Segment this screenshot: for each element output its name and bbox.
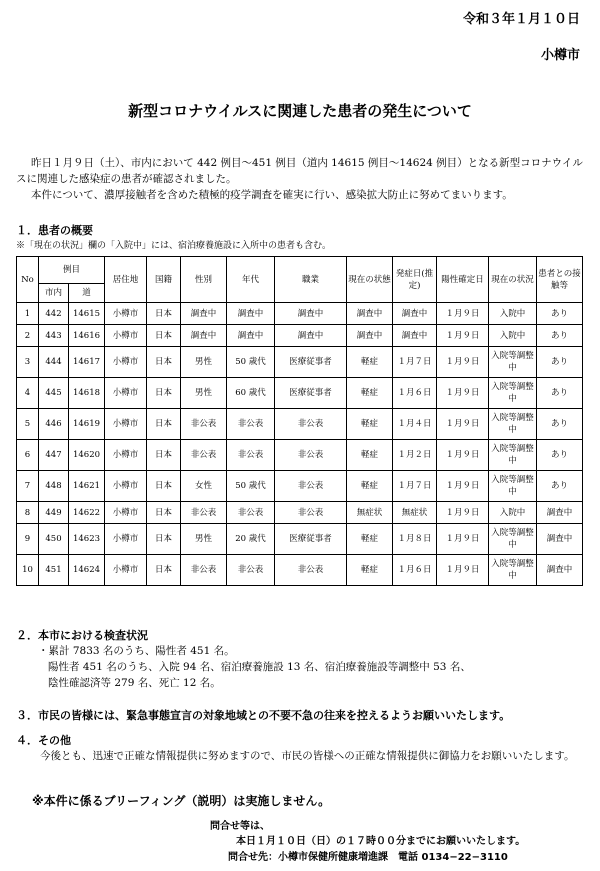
row-city-case: 448 xyxy=(39,471,69,502)
header-hokkaido-case: 道 xyxy=(69,284,105,303)
table-row xyxy=(17,555,583,586)
row-onset: 調査中 xyxy=(393,303,437,325)
row-age: 調査中 xyxy=(227,303,275,325)
row-city-case: 443 xyxy=(39,325,69,347)
row-symptom: 軽症 xyxy=(347,471,393,502)
row-city-case: 451 xyxy=(39,555,69,586)
row-hokkaido-case: 14620 xyxy=(69,440,105,471)
row-no: 7 xyxy=(17,471,39,502)
table-row xyxy=(17,409,583,440)
row-confirmed: １月９日 xyxy=(437,378,489,409)
section-4-body: 今後とも、迅速で正確な情報提供に努めますので、市民の皆様への正確な情報提供に御協力をお願いいたします。 xyxy=(40,750,575,762)
test-status-line-3: 陰性確認済等 279 名、死亡 12 名。 xyxy=(48,677,221,689)
row-occupation: 非公表 xyxy=(275,409,347,440)
row-status: 入院中 xyxy=(489,502,537,524)
header-city-case: 市内 xyxy=(39,284,69,303)
row-residence: 小樽市 xyxy=(105,347,147,378)
row-occupation: 非公表 xyxy=(275,440,347,471)
row-age: 20 歳代 xyxy=(227,524,275,555)
table-row xyxy=(17,303,583,325)
row-status: 入院等調整中 xyxy=(489,471,537,502)
row-status: 入院等調整中 xyxy=(489,378,537,409)
row-age: 調査中 xyxy=(227,325,275,347)
row-occupation: 医療従事者 xyxy=(275,378,347,409)
row-nationality: 日本 xyxy=(147,502,181,524)
row-status: 入院等調整中 xyxy=(489,409,537,440)
row-onset: 無症状 xyxy=(393,502,437,524)
row-sex: 非公表 xyxy=(181,409,227,440)
row-occupation: 調査中 xyxy=(275,303,347,325)
row-symptom: 軽症 xyxy=(347,409,393,440)
row-confirmed: １月９日 xyxy=(437,524,489,555)
row-city-case: 446 xyxy=(39,409,69,440)
row-city-case: 449 xyxy=(39,502,69,524)
row-status: 入院等調整中 xyxy=(489,524,537,555)
row-hokkaido-case: 14617 xyxy=(69,347,105,378)
row-age: 非公表 xyxy=(227,409,275,440)
row-symptom: 軽症 xyxy=(347,440,393,471)
row-residence: 小樽市 xyxy=(105,555,147,586)
row-nationality: 日本 xyxy=(147,303,181,325)
header-contact: 患者との接触等 xyxy=(537,257,583,303)
row-residence: 小樽市 xyxy=(105,502,147,524)
patient-table-body xyxy=(17,303,583,586)
contact-line-2: 本日１月１０日（日）の１７時００分までにお願いいたします。 xyxy=(236,836,526,847)
row-status: 入院等調整中 xyxy=(489,347,537,378)
row-city-case: 450 xyxy=(39,524,69,555)
row-contact: あり xyxy=(537,409,583,440)
row-age: 50 歳代 xyxy=(227,471,275,502)
row-onset: １月８日 xyxy=(393,524,437,555)
row-sex: 男性 xyxy=(181,347,227,378)
row-no: 3 xyxy=(17,347,39,378)
patient-table xyxy=(16,256,583,586)
row-nationality: 日本 xyxy=(147,524,181,555)
row-age: 50 歳代 xyxy=(227,347,275,378)
row-occupation: 調査中 xyxy=(275,325,347,347)
row-symptom: 調査中 xyxy=(347,325,393,347)
row-status: 入院等調整中 xyxy=(489,555,537,586)
row-nationality: 日本 xyxy=(147,347,181,378)
row-onset: １月７日 xyxy=(393,347,437,378)
row-nationality: 日本 xyxy=(147,555,181,586)
intro-paragraph-2: 本件について、濃厚接触者を含めた積極的疫学調査を確実に行い、感染拡大防止に努めてまいります。 xyxy=(31,189,513,201)
row-confirmed: １月９日 xyxy=(437,303,489,325)
row-hokkaido-case: 14615 xyxy=(69,303,105,325)
header-onset: 発症日(推定) xyxy=(393,257,437,303)
row-contact: 調査中 xyxy=(537,555,583,586)
header-case: 例目 xyxy=(39,257,105,284)
row-occupation: 非公表 xyxy=(275,555,347,586)
table-row xyxy=(17,325,583,347)
row-confirmed: １月９日 xyxy=(437,347,489,378)
row-symptom: 軽症 xyxy=(347,524,393,555)
row-age: 60 歳代 xyxy=(227,378,275,409)
row-onset: １月２日 xyxy=(393,440,437,471)
contact-line-3: 問合せ先：小樽市保健所健康増進課 電話 0134−22−3110 xyxy=(228,852,508,863)
row-confirmed: １月９日 xyxy=(437,471,489,502)
row-hokkaido-case: 14619 xyxy=(69,409,105,440)
briefing-notice: ※本件に係るブリーフィング（説明）は実施しません。 xyxy=(32,794,331,808)
test-status-line-1: ・累計 7833 名のうち、陽性者 451 名。 xyxy=(38,645,235,657)
row-no: 1 xyxy=(17,303,39,325)
header-nationality: 国籍 xyxy=(147,257,181,303)
row-confirmed: １月９日 xyxy=(437,325,489,347)
row-nationality: 日本 xyxy=(147,440,181,471)
row-residence: 小樽市 xyxy=(105,409,147,440)
row-city-case: 442 xyxy=(39,303,69,325)
row-residence: 小樽市 xyxy=(105,325,147,347)
row-residence: 小樽市 xyxy=(105,524,147,555)
row-no: 8 xyxy=(17,502,39,524)
header-confirmed: 陽性確定日 xyxy=(437,257,489,303)
row-contact: あり xyxy=(537,471,583,502)
row-symptom: 無症状 xyxy=(347,502,393,524)
document-title: 新型コロナウイルスに関連した患者の発生について xyxy=(128,102,472,120)
row-sex: 調査中 xyxy=(181,325,227,347)
row-nationality: 日本 xyxy=(147,409,181,440)
header-symptom: 現在の状態 xyxy=(347,257,393,303)
row-no: 2 xyxy=(17,325,39,347)
row-no: 5 xyxy=(17,409,39,440)
row-contact: あり xyxy=(537,303,583,325)
row-confirmed: １月９日 xyxy=(437,409,489,440)
table-row xyxy=(17,440,583,471)
row-nationality: 日本 xyxy=(147,471,181,502)
header-residence: 居住地 xyxy=(105,257,147,303)
header-no: No xyxy=(17,257,39,303)
row-no: 9 xyxy=(17,524,39,555)
contact-line-1: 問合せ等は、 xyxy=(210,821,270,832)
row-symptom: 調査中 xyxy=(347,303,393,325)
section-1-note: ※「現在の状況」欄の「入院中」には、宿泊療養施設に入所中の患者も含む。 xyxy=(16,241,332,251)
table-row xyxy=(17,378,583,409)
row-onset: １月６日 xyxy=(393,555,437,586)
row-onset: １月４日 xyxy=(393,409,437,440)
table-row xyxy=(17,524,583,555)
row-hokkaido-case: 14616 xyxy=(69,325,105,347)
row-age: 非公表 xyxy=(227,555,275,586)
header-status: 現在の状況 xyxy=(489,257,537,303)
row-symptom: 軽症 xyxy=(347,347,393,378)
row-city-case: 444 xyxy=(39,347,69,378)
row-hokkaido-case: 14618 xyxy=(69,378,105,409)
document-date: 令和３年１月１０日 xyxy=(462,12,580,27)
row-nationality: 日本 xyxy=(147,325,181,347)
row-contact: 調査中 xyxy=(537,502,583,524)
row-contact: あり xyxy=(537,378,583,409)
section-2-heading: ２．本市における検査状況 xyxy=(16,629,148,642)
row-city-case: 447 xyxy=(39,440,69,471)
header-sex: 性別 xyxy=(181,257,227,303)
row-city-case: 445 xyxy=(39,378,69,409)
row-onset: 調査中 xyxy=(393,325,437,347)
row-onset: １月６日 xyxy=(393,378,437,409)
row-contact: 調査中 xyxy=(537,524,583,555)
table-row xyxy=(17,502,583,524)
row-hokkaido-case: 14621 xyxy=(69,471,105,502)
section-4-heading: ４．その他 xyxy=(16,734,71,747)
row-hokkaido-case: 14624 xyxy=(69,555,105,586)
header-occupation: 職業 xyxy=(275,257,347,303)
row-nationality: 日本 xyxy=(147,378,181,409)
row-status: 入院中 xyxy=(489,303,537,325)
row-sex: 女性 xyxy=(181,471,227,502)
table-row xyxy=(17,471,583,502)
row-sex: 非公表 xyxy=(181,502,227,524)
row-sex: 非公表 xyxy=(181,555,227,586)
row-status: 入院等調整中 xyxy=(489,440,537,471)
row-symptom: 軽症 xyxy=(347,378,393,409)
row-no: 4 xyxy=(17,378,39,409)
row-no: 10 xyxy=(17,555,39,586)
row-confirmed: １月９日 xyxy=(437,502,489,524)
row-age: 非公表 xyxy=(227,440,275,471)
row-sex: 男性 xyxy=(181,524,227,555)
intro-paragraph-1: 昨日１月９日（土）、市内において 442 例目～451 例目（道内 14615 例目～14624 例目）となる新型コロナウイルスに関連した感染症の患者が確認されました。 xyxy=(16,157,583,185)
table-row xyxy=(17,347,583,378)
row-occupation: 非公表 xyxy=(275,502,347,524)
row-confirmed: １月９日 xyxy=(437,440,489,471)
row-residence: 小樽市 xyxy=(105,440,147,471)
header-age: 年代 xyxy=(227,257,275,303)
row-status: 入院中 xyxy=(489,325,537,347)
row-occupation: 医療従事者 xyxy=(275,524,347,555)
row-sex: 調査中 xyxy=(181,303,227,325)
test-status-line-2: 陽性者 451 名のうち、入院 94 名、宿泊療養施設 13 名、宿泊療養施設等調整中 53 名、 xyxy=(48,661,471,673)
row-occupation: 非公表 xyxy=(275,471,347,502)
row-contact: あり xyxy=(537,440,583,471)
row-sex: 男性 xyxy=(181,378,227,409)
row-no: 6 xyxy=(17,440,39,471)
row-contact: あり xyxy=(537,347,583,378)
row-symptom: 軽症 xyxy=(347,555,393,586)
section-3-heading: ３．市民の皆様には、緊急事態宣言の対象地域との不要不急の往来を控えるようお願いいたします。 xyxy=(16,709,511,722)
row-sex: 非公表 xyxy=(181,440,227,471)
section-1-heading: １．患者の概要 xyxy=(16,224,93,237)
row-onset: １月７日 xyxy=(393,471,437,502)
row-residence: 小樽市 xyxy=(105,303,147,325)
row-confirmed: １月９日 xyxy=(437,555,489,586)
row-residence: 小樽市 xyxy=(105,378,147,409)
row-contact: あり xyxy=(537,325,583,347)
issuer-name: 小樽市 xyxy=(540,48,580,63)
row-occupation: 医療従事者 xyxy=(275,347,347,378)
row-residence: 小樽市 xyxy=(105,471,147,502)
row-hokkaido-case: 14623 xyxy=(69,524,105,555)
row-age: 非公表 xyxy=(227,502,275,524)
row-hokkaido-case: 14622 xyxy=(69,502,105,524)
